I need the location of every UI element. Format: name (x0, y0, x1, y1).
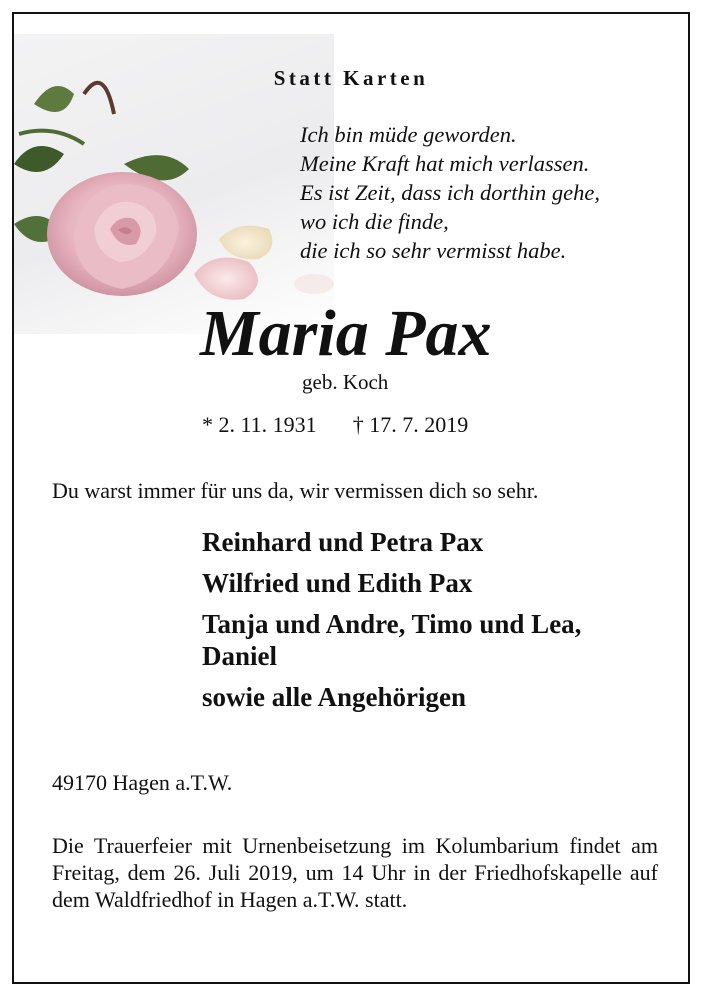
death-date: † 17. 7. 2019 (352, 412, 469, 437)
poem-line: Es ist Zeit, dass ich dorthin gehe, (300, 180, 600, 205)
mourner-line: Daniel (202, 641, 278, 671)
mourner-line: Tanja und Andre, Timo und Lea, (202, 609, 582, 639)
obituary-card (12, 12, 690, 984)
birth-name: geb. Koch (302, 370, 389, 394)
deceased-name: Maria Pax (200, 297, 492, 370)
life-dates (202, 412, 468, 438)
mourner-line: Wilfried und Edith Pax (202, 568, 473, 598)
statt-karten-heading: Statt Karten (273, 66, 429, 90)
motto-text: Du warst immer für uns da, wir vermissen dich so sehr. (52, 478, 539, 503)
poem-line: Ich bin müde geworden. (300, 122, 517, 147)
service-notice: Die Trauerfeier mit Urnenbeisetzung im Kolumbarium findet am Freitag, dem 26. Juli 2019, um 14 Uhr in der Friedhofskapelle auf dem Waldfriedhof in Hagen a.T.W. statt. (52, 833, 658, 912)
poem-line: wo ich die finde, (300, 209, 449, 234)
birth-date: * 2. 11. 1931 (202, 412, 317, 437)
poem (300, 120, 680, 265)
poem-line: Meine Kraft hat mich verlassen. (300, 151, 590, 176)
place-address: 49170 Hagen a.T.W. (52, 770, 233, 795)
poem-line: die ich so sehr vermisst habe. (300, 238, 567, 263)
mourner-line: sowie alle Angehörigen (202, 682, 466, 712)
mourner-line: Reinhard und Petra Pax (202, 527, 484, 557)
mourners-list (202, 526, 581, 722)
